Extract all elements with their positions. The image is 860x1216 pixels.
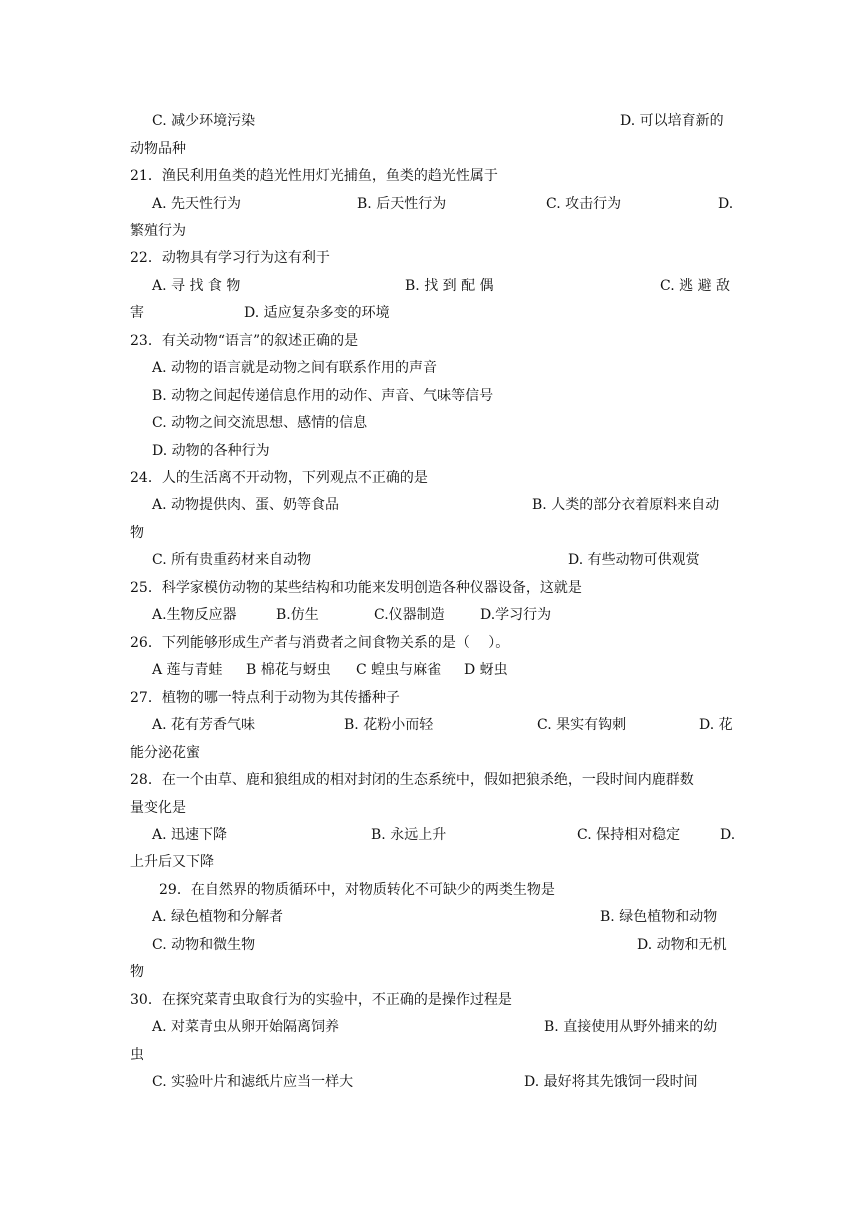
q30-option-b-cont: 虫 bbox=[130, 1047, 144, 1063]
q28-option-d: D. bbox=[720, 827, 736, 843]
q23-option-d: D. 动物的各种行为 bbox=[152, 443, 270, 459]
q27-option-d: D. 花 bbox=[699, 717, 733, 733]
q20-option-d: D. 可以培育新的 bbox=[620, 113, 724, 129]
q30-option-b: B. 直接使用从野外捕来的幼 bbox=[544, 1019, 718, 1035]
q24-option-b-cont: 物 bbox=[130, 525, 144, 541]
q23-option-c: C. 动物之间交流思想、感情的信息 bbox=[152, 415, 368, 431]
q25-option-c: C.仪器制造 bbox=[374, 607, 445, 623]
q22-option-b: B. 找 到 配 偶 bbox=[405, 278, 494, 294]
q26-option-b: B 棉花与蚜虫 bbox=[246, 662, 331, 678]
q28-stem-cont: 量变化是 bbox=[130, 800, 186, 816]
q26-stem: 26．下列能够形成生产者与消费者之间食物关系的是（ ）。 bbox=[130, 635, 510, 651]
q24-option-c: C. 所有贵重药材来自动物 bbox=[152, 552, 312, 568]
q21-option-d: D. bbox=[718, 196, 734, 212]
q21-option-d-cont: 繁殖行为 bbox=[130, 223, 186, 239]
q26-option-d: D 蚜虫 bbox=[464, 662, 508, 678]
q28-option-a: A. 迅速下降 bbox=[152, 827, 228, 843]
q28-option-c: C. 保持相对稳定 bbox=[577, 827, 681, 843]
q27-stem: 27．植物的哪一特点利于动物为其传播种子 bbox=[130, 690, 400, 706]
q25-option-d: D.学习行为 bbox=[480, 607, 552, 623]
q29-option-d-cont: 物 bbox=[130, 964, 144, 980]
q22-option-c-cont: 害 bbox=[130, 305, 144, 321]
q27-option-c: C. 果实有钩刺 bbox=[537, 717, 627, 733]
q21-option-a: A. 先天性行为 bbox=[152, 196, 242, 212]
q24-stem: 24．人的生活离不开动物，下列观点不正确的是 bbox=[130, 470, 428, 486]
q23-stem: 23．有关动物“语言”的叙述正确的是 bbox=[130, 333, 359, 349]
q26-option-a: A 莲与青蛙 bbox=[152, 662, 223, 678]
q20-option-d-cont: 动物品种 bbox=[130, 141, 186, 157]
q22-option-a: A. 寻 找 食 物 bbox=[152, 278, 241, 294]
q25-option-b: B.仿生 bbox=[276, 607, 319, 623]
q21-option-b: B. 后天性行为 bbox=[357, 196, 447, 212]
q30-option-c: C. 实验叶片和滤纸片应当一样大 bbox=[152, 1074, 354, 1090]
q27-option-d-cont: 能分泌花蜜 bbox=[130, 745, 200, 761]
q28-option-d-cont: 上升后又下降 bbox=[130, 854, 214, 870]
q22-option-d: D. 适应复杂多变的环境 bbox=[244, 305, 390, 321]
q25-option-a: A.生物反应器 bbox=[152, 607, 237, 623]
q27-option-b: B. 花粉小而轻 bbox=[344, 717, 434, 733]
q30-option-a: A. 对菜青虫从卵开始隔离饲养 bbox=[152, 1019, 340, 1035]
q29-option-d: D. 动物和无机 bbox=[637, 937, 727, 953]
q23-option-a: A. 动物的语言就是动物之间有联系作用的声音 bbox=[152, 360, 438, 376]
q22-stem: 22．动物具有学习行为这有利于 bbox=[130, 250, 330, 266]
q28-option-b: B. 永远上升 bbox=[371, 827, 447, 843]
q21-stem: 21．渔民利用鱼类的趋光性用灯光捕鱼，鱼类的趋光性属于 bbox=[130, 168, 498, 184]
q24-option-b: B. 人类的部分衣着原料来自动 bbox=[532, 497, 720, 513]
q29-option-b: B. 绿色植物和动物 bbox=[600, 909, 718, 925]
q25-stem: 25．科学家模仿动物的某些结构和功能来发明创造各种仪器设备，这就是 bbox=[130, 580, 582, 596]
q21-option-c: C. 攻击行为 bbox=[546, 196, 622, 212]
q23-option-b: B. 动物之间起传递信息作用的动作、声音、气味等信号 bbox=[152, 388, 494, 404]
q28-stem: 28．在一个由草、鹿和狼组成的相对封闭的生态系统中，假如把狼杀绝，一段时间内鹿群数 bbox=[130, 772, 694, 788]
q24-option-d: D. 有些动物可供观赏 bbox=[568, 552, 700, 568]
q20-option-c: C. 减少环境污染 bbox=[152, 113, 256, 129]
q24-option-a: A. 动物提供肉、蛋、奶等食品 bbox=[152, 497, 340, 513]
q26-option-c: C 蝗虫与麻雀 bbox=[356, 662, 442, 678]
q29-stem: 29．在自然界的物质循环中，对物质转化不可缺少的两类生物是 bbox=[159, 882, 555, 898]
q29-option-a: A. 绿色植物和分解者 bbox=[152, 909, 284, 925]
q27-option-a: A. 花有芳香气味 bbox=[152, 717, 256, 733]
q30-stem: 30．在探究菜青虫取食行为的实验中，不正确的是操作过程是 bbox=[130, 992, 512, 1008]
q22-option-c: C. 逃 避 敌 bbox=[660, 278, 731, 294]
q30-option-d: D. 最好将其先饿饲一段时间 bbox=[524, 1074, 698, 1090]
q29-option-c: C. 动物和微生物 bbox=[152, 937, 256, 953]
